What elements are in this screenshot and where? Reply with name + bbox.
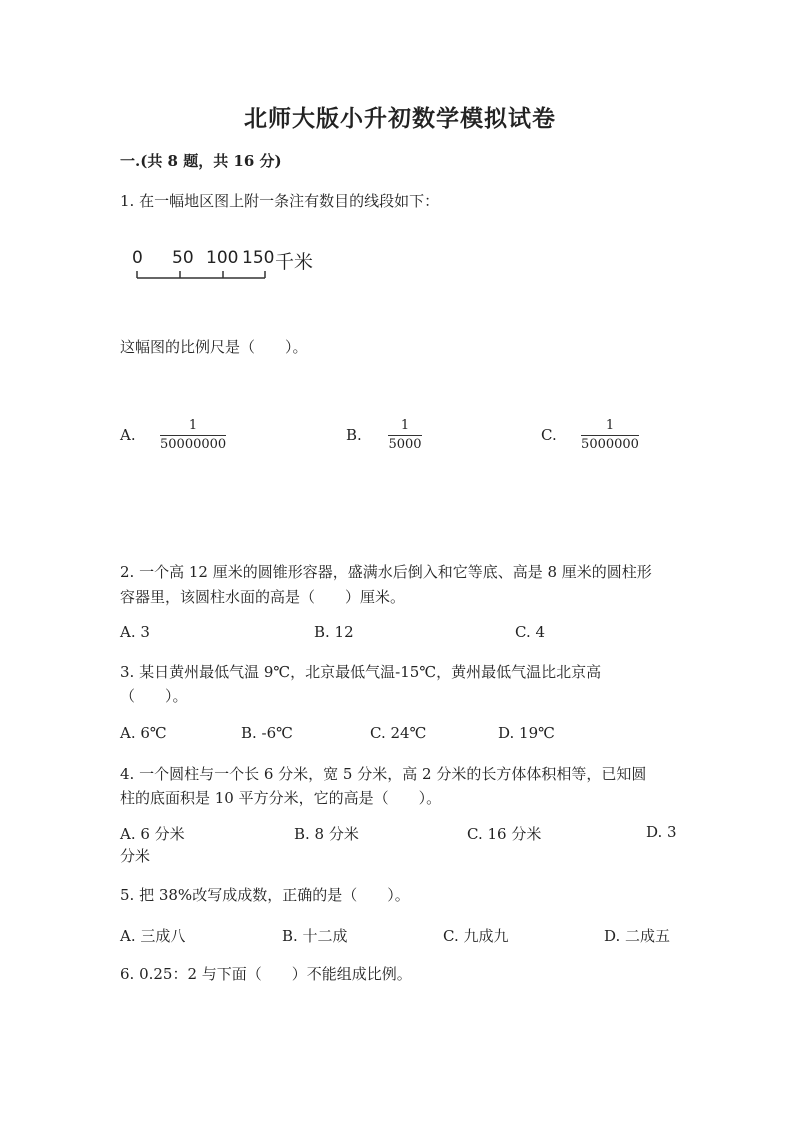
option-b: B. 12 — [314, 623, 354, 641]
option-d-wrap: 分米 — [120, 847, 151, 865]
question-5-text: 5. 把 38%改写成成数，正确的是（ ）。 — [120, 886, 410, 904]
question-2-text-line2: 容器里，该圆柱水面的高是（ ）厘米。 — [120, 588, 406, 606]
fraction-option-a — [160, 418, 226, 453]
question-3-text-line1: 3. 某日黄州最低气温 9℃，北京最低气温-15℃，黄州最低气温比北京高 — [120, 663, 602, 681]
option-c: C. 4 — [515, 623, 546, 641]
page-title: 北师大版小升初数学模拟试卷 — [244, 105, 556, 132]
option-a: A. 3 — [120, 623, 150, 641]
question-4-text-line1: 4. 一个圆柱与一个长 6 分米，宽 5 分米，高 2 分米的长方体体积相等，已知圆 — [120, 765, 647, 783]
fraction-denominator: 50000000 — [160, 437, 227, 452]
option-d: D. 3 — [646, 823, 677, 841]
scale-line — [133, 268, 273, 282]
option-label: A. — [120, 426, 136, 444]
scale-tick-label: 0 — [132, 248, 143, 268]
option-a: A. 6 分米 — [120, 825, 185, 843]
option-d: D. 19℃ — [498, 724, 555, 742]
fraction-numerator: 1 — [188, 418, 198, 433]
question-4-text-line2: 柱的底面积是 10 平方分米，它的高是（ ）。 — [120, 789, 442, 807]
fraction-numerator: 1 — [605, 418, 615, 433]
fraction-numerator: 1 — [400, 418, 410, 433]
option-a: A. 三成八 — [120, 927, 186, 945]
question-3-text-line2: （ ）。 — [120, 687, 188, 705]
fraction-option-b — [388, 418, 422, 453]
option-d: D. 二成五 — [604, 927, 671, 945]
scale-tick-label: 50 — [172, 248, 194, 268]
fraction-denominator: 5000 — [388, 437, 422, 452]
scale-tick-label: 150 — [242, 248, 275, 268]
option-b: B. 8 分米 — [294, 825, 359, 843]
option-label: B. — [346, 426, 362, 444]
option-a: A. 6℃ — [120, 724, 167, 742]
option-label: C. — [541, 426, 557, 444]
question-1-text: 1. 在一幅地区图上附一条注有数目的线段如下： — [120, 192, 440, 210]
option-c: C. 24℃ — [370, 724, 427, 742]
question-2-text-line1: 2. 一个高 12 厘米的圆锥形容器，盛满水后倒入和它等底、高是 8 厘米的圆柱形 — [120, 563, 652, 581]
option-b: B. -6℃ — [241, 724, 293, 742]
scale-unit: 千米 — [275, 251, 314, 273]
scale-tick-label: 100 — [206, 248, 239, 268]
fraction-denominator: 5000000 — [581, 437, 639, 452]
fraction-option-c — [581, 418, 639, 453]
question-6-text: 6. 0.25：2 与下面（ ）不能组成比例。 — [120, 965, 412, 983]
option-c: C. 九成九 — [443, 927, 509, 945]
option-c: C. 16 分米 — [467, 825, 542, 843]
question-1-prompt: 这幅图的比例尺是（ ）。 — [120, 338, 308, 356]
section-heading: 一.(共 8 题，共 16 分) — [120, 152, 282, 170]
option-b: B. 十二成 — [282, 927, 348, 945]
